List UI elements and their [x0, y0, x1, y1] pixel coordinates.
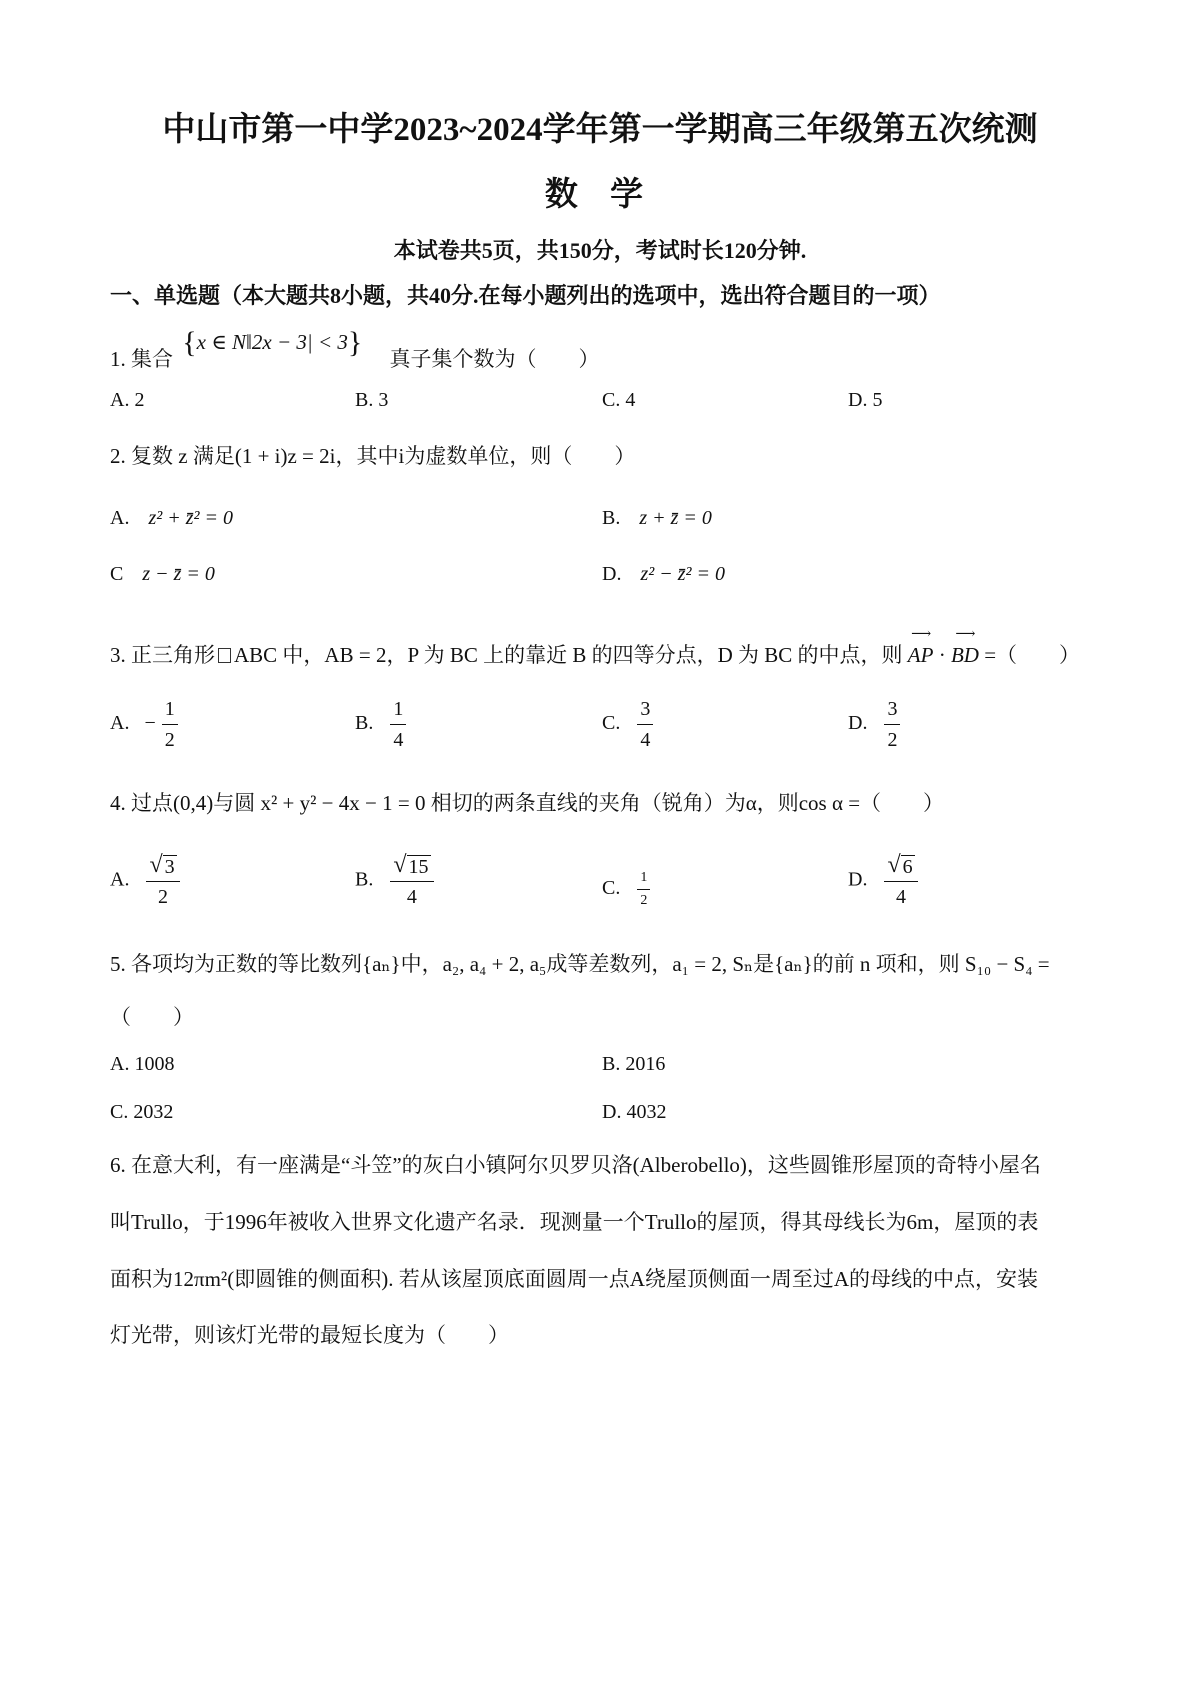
- q1-suffix: 真子集个数为（ ）: [389, 347, 600, 371]
- question-1: 1. 集合 {x ∈ N‖2x − 3| < 3} 真子集个数为（ ）: [110, 326, 600, 371]
- question-6-line-1: 6. 在意大利，有一座满是“斗笠”的灰白小镇阿尔贝罗贝洛(Alberobello)，这些圆锥形屋顶的奇特小屋名: [110, 1153, 1041, 1177]
- q1-option-c: C. 4: [602, 389, 636, 411]
- q1-set: x ∈ N‖2x − 3| < 3: [196, 330, 348, 354]
- q3-option-c: C. $\frac{3}{4}$: [602, 697, 653, 752]
- q3-option-d: D. $\frac{3}{2}$: [848, 697, 900, 752]
- question-6-line-3: 面积为12πm²(即圆锥的侧面积). 若从该屋顶底面圆周一点A绕屋顶侧面一周至过A的母线的中点，安装: [110, 1267, 1039, 1291]
- exam-info: 本试卷共5页，共150分，考试时长120分钟.: [393, 238, 807, 263]
- exam-title: 中山市第一中学2023~2024学年第一学期高三年级第五次统测: [162, 112, 1038, 148]
- q4-option-c: C. $\frac{1}{2}$: [602, 870, 650, 909]
- question-6-line-4: 灯光带，则该灯光带的最短长度为（ ）: [110, 1323, 509, 1347]
- q1-option-a: A. 2: [110, 389, 145, 411]
- question-3: 3. 正三角形 ABC 中，AB = 2，P 为 BC 上的靠近 B 的四等分点，D 为 BC 的中点，则 ⟶ AP · ⟶ BD =（ ）: [110, 630, 1080, 670]
- triangle-glyph-box: [218, 648, 231, 663]
- q5-bracket: （ ）: [110, 1005, 194, 1029]
- q5-option-b: B. 2016: [602, 1053, 666, 1075]
- q3-option-a: A. − $\frac{1}{2}$: [110, 697, 178, 752]
- q2-option-c: C z − z̄ = 0: [110, 563, 215, 585]
- q5-option-d: D. 4032: [602, 1101, 667, 1123]
- question-2: 2. 复数 z 满足(1 + i)z = 2i，其中i为虚数单位，则（ ）: [110, 444, 636, 468]
- vector-ap: ⟶ AP: [907, 627, 934, 667]
- section-heading: 一、单选题（本大题共8小题，共40分.在每小题列出的选项中，选出符合题目的一项）: [110, 283, 941, 308]
- question-5: 5. 各项均为正数的等比数列{aₙ}中，a₂, a₄ + 2, a₅成等差数列，a₁ = 2, Sₙ是{aₙ}的前 n 项和，则 S₁₀ − S₄ =: [110, 952, 1050, 976]
- q1-option-d: D. 5: [848, 389, 883, 411]
- q5-option-a: A. 1008: [110, 1053, 175, 1075]
- q2-option-d: D. z² − z̄² = 0: [602, 563, 726, 585]
- q3-option-b: B. $\frac{1}{4}$: [355, 697, 406, 752]
- question-6-line-2: 叫Trullo，于1996年被收入世界文化遗产名录．现测量一个Trullo的屋顶，得其母线长为6m，屋顶的表: [110, 1210, 1039, 1234]
- question-4: 4. 过点(0,4)与圆 x² + y² − 4x − 1 = 0 相切的两条直线的夹角（锐角）为α，则cos α =（ ）: [110, 791, 945, 815]
- q2-option-a: A. z² + z̄² = 0: [110, 507, 234, 529]
- q1-prefix: 1. 集合: [110, 347, 173, 371]
- q4-option-d: D. √ 6 4: [848, 853, 918, 909]
- q1-option-b: B. 3: [355, 389, 389, 411]
- q4-option-a: A. √ 3 2: [110, 853, 180, 909]
- vector-bd: ⟶ BD: [950, 627, 979, 667]
- q5-option-c: C. 2032: [110, 1101, 174, 1123]
- subject-title: 数 学: [544, 177, 656, 213]
- q4-option-b: B. √ 15 4: [355, 853, 434, 909]
- q2-option-b: B. z + z̄ = 0: [602, 507, 712, 529]
